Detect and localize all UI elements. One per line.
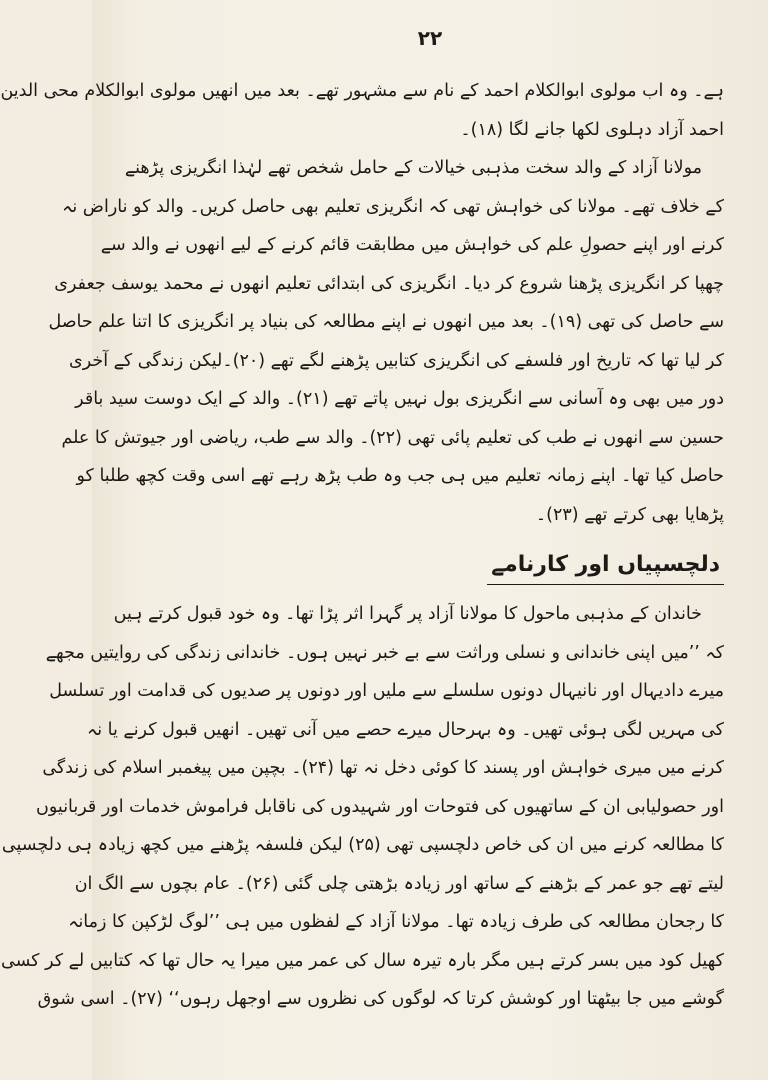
text-line: کھیل کود میں بسر کرتے ہیں مگر بارہ تیرہ سال کی عمر میں میرا یہ حال تھا کہ کتابیں لے کر کسی: [0, 950, 724, 971]
text-line: حاصل کیا تھا۔ اپنے زمانہ تعلیم میں ہی جب وہ طب پڑھ رہے تھے اسی وقت کچھ طلبا کو: [76, 466, 724, 486]
text-line: میرے دادیہال اور نانیہال دونوں سلسلے سے ملیں اور دونوں پر صدیوں کی قدامت اور تسلسل: [49, 681, 724, 701]
text-line: ہے۔ وہ اب مولوی ابوالکلام احمد کے نام سے مشہور تھے۔ بعد میں انھیں مولوی ابوالکلام محی الدین: [0, 81, 724, 101]
text-line: خاندان کے مذہبی ماحول کا مولانا آزاد پر گہرا اثر پڑا تھا۔ وہ خود قبول کرتے ہیں: [113, 604, 702, 624]
text-line: کی مہریں لگی ہوئی تھیں۔ وہ بہرحال میرے حصے میں آنی تھیں۔ انھیں قبول کرنے یا نہ: [86, 719, 724, 740]
text-line: پڑھایا بھی کرتے تھے (۲۳)۔: [535, 504, 724, 525]
text-line: کرنے اور اپنے حصولِ علم کی خواہش میں مطابقت قائم کرنے کے لیے انھوں نے والد سے: [100, 235, 724, 255]
text-line: کہ ’’میں اپنی خاندانی و نسلی وراثت سے بے خبر نہیں ہوں۔ خاندانی زندگی کی روایتیں مجھے: [45, 642, 724, 663]
text-line: گوشے میں جا بیٹھتا اور کوشش کرتا کہ لوگوں کی نظروں سے اوجھل رہوں‘‘ (۲۷)۔ اسی شوق: [37, 989, 724, 1009]
body-text-top: [0, 72, 724, 534]
text-line: چھپا کر انگریزی پڑھنا شروع کر دیا۔ انگریزی کی ابتدائی تعلیم انھوں نے محمد یوسف جعفری: [54, 273, 724, 294]
text-line: لیتے تھے جو عمر کے بڑھنے کے ساتھ اور زیادہ بڑھتی چلی گئی (۲۶)۔ عام بچوں سے الگ ان: [74, 873, 724, 894]
text-line: دور میں بھی وہ آسانی سے انگریزی بول نہیں پاتے تھے (۲۱)۔ والد کے ایک دوست سید باقر: [75, 389, 724, 409]
text-line: مولانا آزاد کے والد سخت مذہبی خیالات کے حامل شخص تھے لہٰذا انگریزی پڑھنے: [124, 158, 702, 178]
text-line: کے خلاف تھے۔ مولانا کی خواہش تھی کہ انگریزی تعلیم بھی حاصل کریں۔ والد کو ناراض نہ: [62, 196, 724, 217]
section-heading-wrap: [128, 548, 724, 585]
text-line: احمد آزاد دہلوی لکھا جانے لگا (۱۸)۔: [460, 119, 724, 140]
section-heading: دلچسپیاں اور کارنامے: [487, 548, 724, 585]
text-line: حسین سے انھوں نے طب کی تعلیم پائی تھی (۲۲)۔ والد سے طب، ریاضی اور جیوتش کا علم: [61, 427, 724, 448]
text-line: کرنے میں میری خواہش اور پسند کا کوئی دخل نہ تھا (۲۴)۔ بچپن میں پیغمبر اسلام کی زندگی: [42, 758, 724, 778]
text-line: کا مطالعہ کرنے میں ان کی خاص دلچسپی تھی (۲۵) لیکن فلسفہ پڑھنے میں کچھ زیادہ ہی دلچسپی: [1, 835, 724, 855]
text-line: کر لیا تھا کہ تاریخ اور فلسفے کی انگریزی کتابیں پڑھنے لگے تھے (۲۰)۔لیکن زندگی کے آخری: [69, 350, 724, 371]
text-line: اور حصولیابی ان کے ساتھیوں کی فتوحات اور شہیدوں کی ناقابل فراموش خدمات اور قربانیوں: [36, 796, 724, 817]
page-number: ۲۲: [417, 26, 443, 50]
text-line: کا رجحان مطالعہ کی طرف زیادہ تھا۔ مولانا آزاد کے لفظوں میں ہی ’’لوگ لڑکپن کا زمانہ: [68, 912, 724, 932]
body-text-bottom: [0, 595, 724, 1019]
text-line: سے حاصل کی تھی (۱۹)۔ بعد میں انھوں نے اپنے مطالعہ کی بنیاد پر انگریزی کا اتنا علم حاصل: [48, 312, 724, 332]
